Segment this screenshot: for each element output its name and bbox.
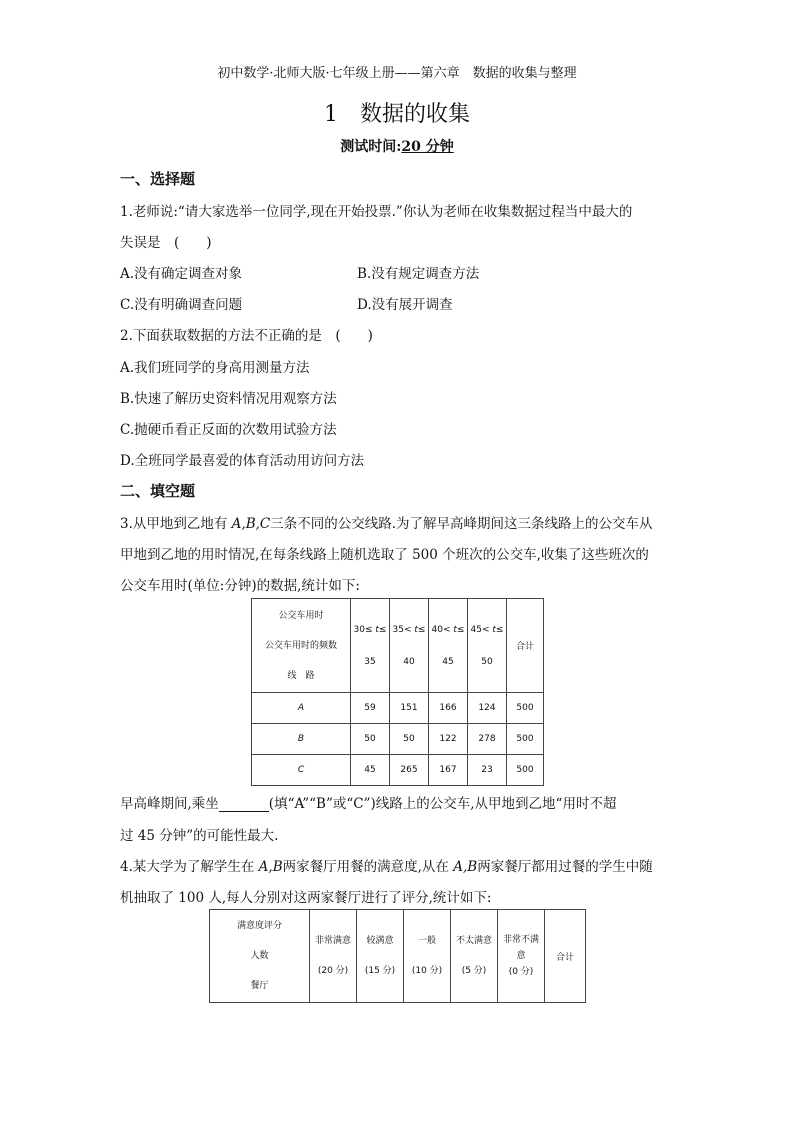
- col-score: (0 分): [508, 967, 534, 977]
- q4-line2: 机抽取了 100 人,每人分别对这两家餐厅进行了评分,统计如下:: [120, 890, 492, 906]
- col-header-unsatisfied: [451, 910, 498, 1003]
- q3-answer-line1: [120, 792, 616, 812]
- satisfaction-table: [209, 909, 586, 1003]
- corner-label-route: 线 路: [287, 670, 315, 681]
- col-label: 非常不满: [502, 935, 539, 945]
- q1-line1: 1.老师说:“请大家选举一位同学,现在开始投票.”你认为老师在收集数据过程当中最大的: [120, 204, 633, 220]
- table-corner-cell: [252, 599, 351, 693]
- col-score: (5 分): [461, 966, 487, 976]
- col-header-45-50: [468, 599, 507, 693]
- col4-lower: 45<: [470, 624, 493, 635]
- col-header-satisfied: [357, 910, 404, 1003]
- q3-routes: A,B,C: [231, 516, 271, 532]
- col1-op: ≤: [378, 624, 387, 635]
- col-header-total: 合计: [507, 599, 544, 693]
- q3-line2: 甲地到乙地的用时情况,在每条线路上随机选取了 500 个班次的公交车,收集了这些班次的: [120, 547, 649, 563]
- title-text: 数据的收集: [359, 102, 470, 127]
- row-label: [252, 755, 351, 786]
- col-header-35-40: [390, 599, 429, 693]
- col-score: (15 分): [364, 966, 396, 976]
- col-score: (10 分): [411, 966, 443, 976]
- table-cell: 167: [429, 755, 468, 786]
- col1-lower: 30≤: [353, 624, 376, 635]
- table-cell: 500: [507, 724, 544, 755]
- table-cell: 265: [390, 755, 429, 786]
- col-label: 一般: [417, 936, 436, 946]
- q1-option-a: A.没有确定调查对象: [120, 266, 243, 282]
- col-score: (20 分): [317, 966, 349, 976]
- col-header-40-45: [429, 599, 468, 693]
- q3-answer-line2: 过 45 分钟”的可能性最大.: [120, 828, 279, 844]
- q2-option-b: B.快速了解历史资料情况用观察方法: [120, 391, 337, 407]
- section-choice-heading: 一、选择题: [120, 170, 196, 188]
- col1-upper: 35: [364, 656, 376, 667]
- q3-after-a: 早高峰期间,乘坐: [120, 796, 219, 812]
- corner-label-frequency: 公交车用时的频数: [264, 640, 337, 651]
- corner-label-score: 满意度评分: [236, 921, 282, 931]
- table-cell: 124: [468, 693, 507, 724]
- q4-line1: [120, 855, 653, 875]
- q1-option-b: B.没有规定调查方法: [357, 266, 480, 282]
- col-label-2: 意: [516, 951, 526, 961]
- col-header-very-satisfied: [310, 910, 357, 1003]
- col4-var: t: [492, 624, 496, 635]
- col-header-total: 合计: [545, 910, 586, 1003]
- table-cell: 500: [507, 755, 544, 786]
- col3-var: t: [453, 624, 457, 635]
- col2-op: ≤: [417, 624, 426, 635]
- corner-label-count: 人数: [250, 951, 269, 961]
- q2-option-c: C.抛硬币看正反面的次数用试验方法: [120, 422, 337, 438]
- table-cell: 151: [390, 693, 429, 724]
- q4-restaurants-2: A,B: [453, 859, 478, 875]
- q3-after-b: (填“A”“B”或“C”)线路上的公交车,从甲地到乙地“用时不超: [268, 796, 617, 812]
- table-header-row: [210, 910, 586, 1003]
- q3-line3: 公交车用时(单位:分钟)的数据,统计如下:: [120, 578, 360, 594]
- table-corner-cell: [210, 910, 310, 1003]
- q4-line1-a: 4.某大学为了解学生在: [120, 859, 259, 875]
- col-header-average: [404, 910, 451, 1003]
- row-label-text: A: [297, 703, 305, 713]
- col3-upper: 45: [442, 656, 454, 667]
- col2-lower: 35<: [392, 624, 415, 635]
- row-label-text: C: [297, 765, 305, 775]
- table-cell: 50: [351, 724, 390, 755]
- time-value: 20 分钟: [401, 139, 454, 155]
- test-time: [0, 136, 794, 156]
- col3-op: ≤: [456, 624, 465, 635]
- row-label-text: B: [297, 734, 305, 744]
- q2-option-a: A.我们班同学的身高用测量方法: [120, 360, 310, 376]
- col-label: 较满意: [366, 936, 394, 946]
- section-fill-heading: 二、填空题: [120, 482, 196, 500]
- col2-var: t: [414, 624, 418, 635]
- col-header-30-35: [351, 599, 390, 693]
- table-cell: 45: [351, 755, 390, 786]
- col4-upper: 50: [481, 656, 493, 667]
- col3-lower: 40<: [431, 624, 454, 635]
- row-label: [252, 693, 351, 724]
- table-cell: 166: [429, 693, 468, 724]
- bus-time-table: [251, 598, 544, 786]
- q1-option-c: C.没有明确调查问题: [120, 297, 243, 313]
- q2-option-d: D.全班同学最喜爱的体育活动用访问方法: [120, 453, 365, 469]
- q1-line2: 失误是 ( ): [120, 235, 212, 251]
- col2-upper: 40: [403, 656, 415, 667]
- answer-blank[interactable]: [219, 799, 269, 812]
- q1-option-d: D.没有展开调查: [357, 297, 453, 313]
- q4-line1-c: 两家餐厅都用过餐的学生中随: [477, 859, 653, 875]
- col4-op: ≤: [495, 624, 504, 635]
- page-title: [0, 97, 794, 128]
- q4-line1-b: 两家餐厅用餐的满意度,从在: [282, 859, 454, 875]
- table-row: [252, 755, 544, 786]
- q3-line1-b: 三条不同的公交线路.为了解早高峰期间这三条线路上的公交车从: [270, 516, 653, 532]
- table-row: [252, 693, 544, 724]
- col-label: 非常满意: [314, 936, 351, 946]
- table-cell: 23: [468, 755, 507, 786]
- table-header-row: [252, 599, 544, 693]
- table-cell: 122: [429, 724, 468, 755]
- q3-line1-a: 3.从甲地到乙地有: [120, 516, 232, 532]
- row-label: [252, 724, 351, 755]
- q2-line1: 2.下面获取数据的方法不正确的是 ( ): [120, 328, 373, 344]
- time-label: 测试时间:: [340, 139, 402, 155]
- col-header-very-unsatisfied: [498, 910, 545, 1003]
- q4-restaurants: A,B: [258, 859, 283, 875]
- table-row: [252, 724, 544, 755]
- table-cell: 59: [351, 693, 390, 724]
- col-label: 不太满意: [455, 936, 492, 946]
- corner-label-restaurant: 餐厅: [250, 981, 269, 991]
- col1-var: t: [375, 624, 379, 635]
- title-number: 1: [323, 102, 338, 127]
- table-cell: 278: [468, 724, 507, 755]
- table-cell: 50: [390, 724, 429, 755]
- q3-line1: [120, 512, 653, 532]
- corner-label-time: 公交车用时: [278, 610, 324, 621]
- page-header: 初中数学·北师大版·七年级上册——第六章 数据的收集与整理: [217, 66, 577, 81]
- table-cell: 500: [507, 693, 544, 724]
